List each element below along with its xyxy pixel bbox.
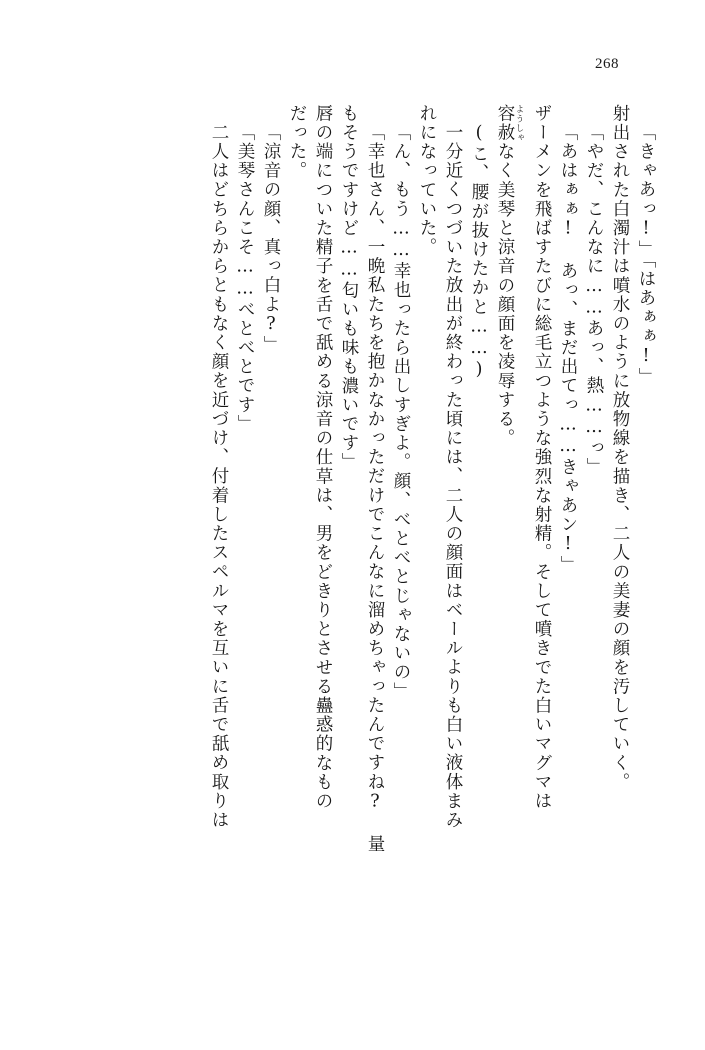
vertical-text-block	[54, 104, 654, 964]
text-line: れになっていた。	[417, 104, 437, 257]
text-line: 「幸也さん、一晩私たちを抱かなかっただけでこんなに溜めちゃったんですね? 量	[365, 123, 385, 854]
text-line-with-ruby	[533, 104, 551, 964]
text-line-ruby	[496, 104, 525, 964]
text-line: 「美琴さんこそ……べとべとです」	[235, 123, 255, 434]
page-number: 268	[595, 56, 619, 72]
text-line: 一分近くつづいた放出が終わった頃には、二人の顔面はベールよりも白い液体まみ	[443, 123, 463, 830]
text-line: 「やだ、こんなに……あっ、熱……っ」	[584, 123, 604, 477]
text-line: 「きゃあっ!」「はあぁぁ!」	[636, 123, 656, 387]
text-line: 「ん、もう……幸也ったら出しすぎよ。顔、べとべとじゃないの」	[391, 123, 411, 701]
text-line: 唇の端についた精子を舌で舐める涼音の仕草は、男をどきりとさせる蠱惑的なもの	[313, 104, 333, 811]
ruby-line-post: なく美琴と涼音の顔面を凌辱する。	[495, 142, 515, 448]
ruby-base: 容赦	[495, 104, 515, 143]
text-line: だった。	[287, 104, 307, 181]
text-line: もそうですけど……匂いも味も濃いです」	[339, 104, 359, 472]
text-line: 「あはぁぁ! あっ、まだ出てっ……きゃあン!」	[558, 123, 578, 575]
ruby-text: ようしゃ	[514, 104, 524, 143]
text-line: 「涼音の顔、真っ白よ?」	[261, 123, 281, 355]
text-line: 二人はどちらからともなく顔を近づけ、付着したスペルマを互いに舌で舐め取りは	[209, 123, 229, 830]
ruby-line-prefix: ザーメンを飛ばすたびに総毛立つような強烈な射精。そして噴きでた白いマグマは	[532, 104, 552, 811]
text-line: (こ、腰が抜けたかと……)	[469, 123, 489, 382]
text-line: 射出された白濁汁は噴水のように放物線を描き、二人の美妻の顔を汚していく。	[610, 104, 630, 792]
ruby-annotation	[495, 104, 524, 143]
